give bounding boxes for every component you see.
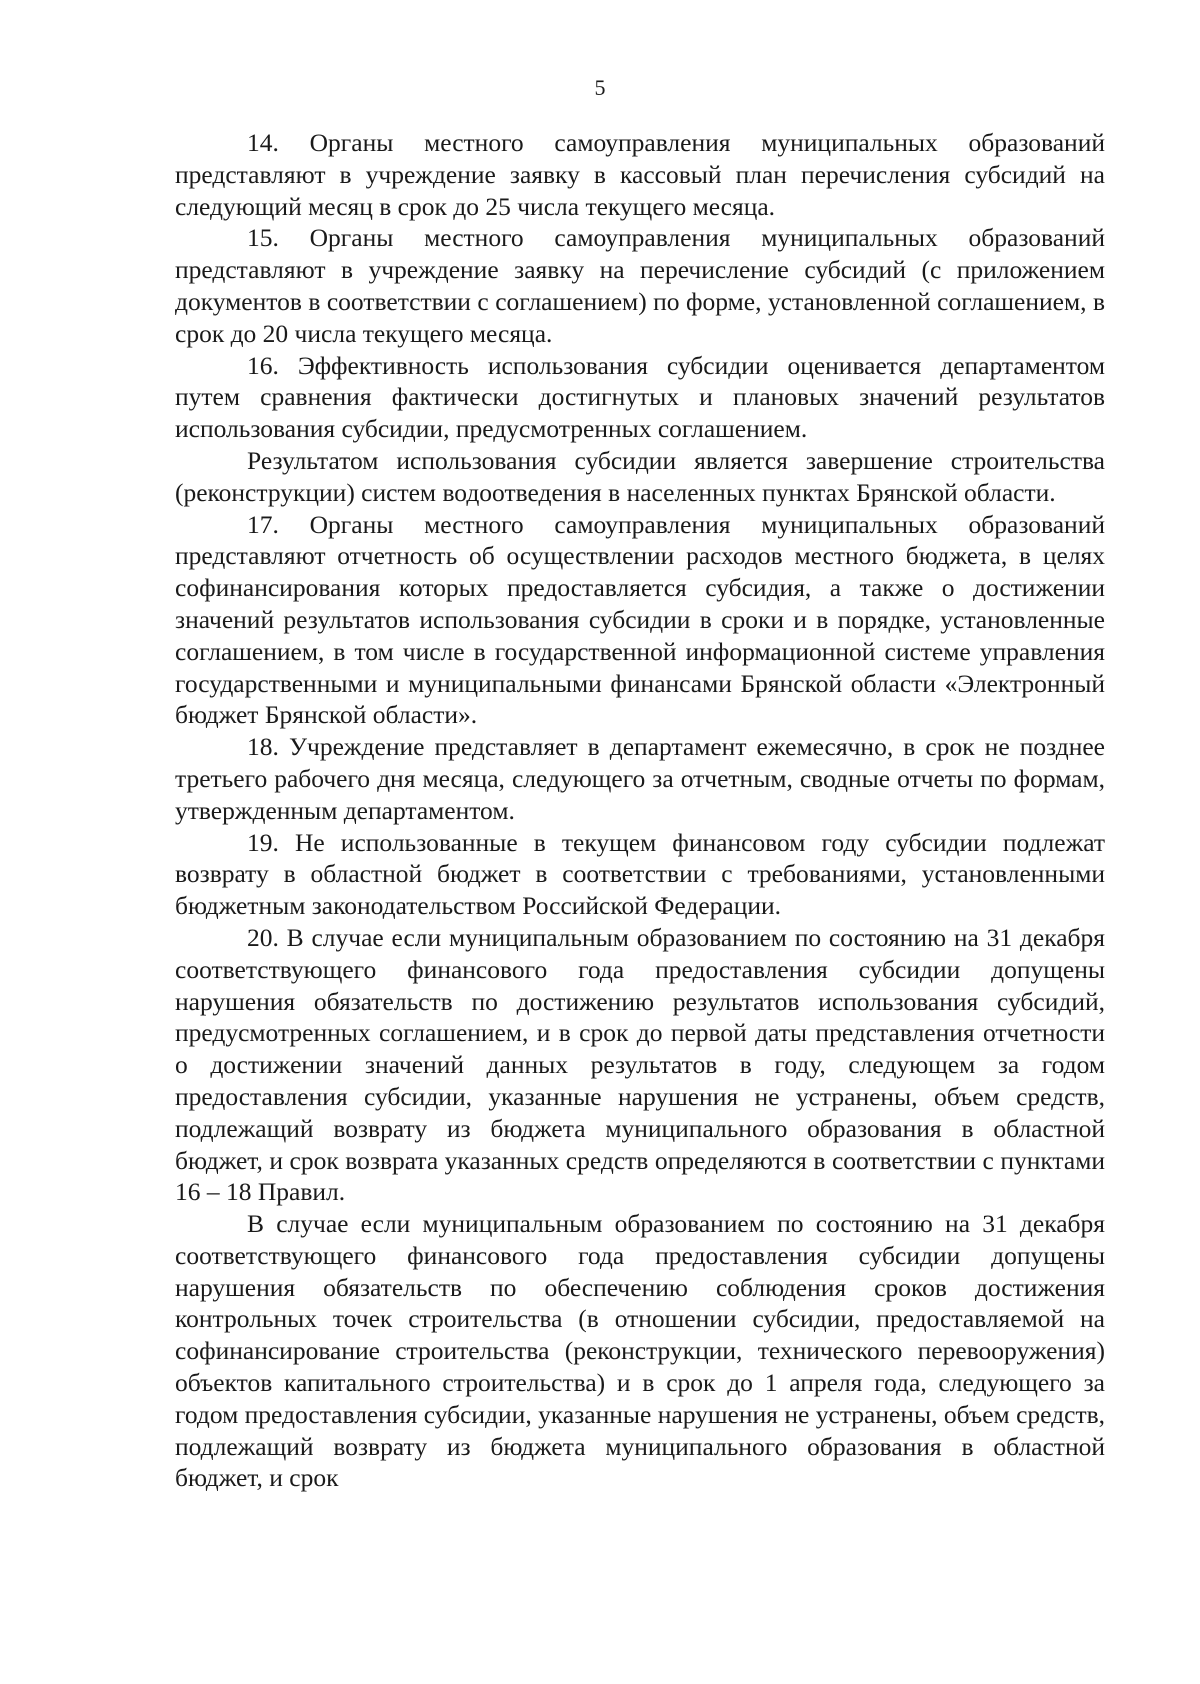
paragraph-18: 18. Учреждение представляет в департамент ежемесячно, в срок не позднее третьего рабочего дня месяца, следующего за отчетным, сводные отчеты по формам, утвержденным департаментом.: [175, 732, 1105, 825]
paragraph-19: 19. Не использованные в текущем финансовом году субсидии подлежат возврату в областной бюджет в соответствии с требованиями, установленными бюджетным законодательством Российской Федерации.: [175, 827, 1105, 921]
paragraph-16-result: Результатом использования субсидии является завершение строительства (реконструкции) систем водоотведения в населенных пунктах Брянской области.: [175, 445, 1105, 507]
paragraph-20: 20. В случае если муниципальным образованием по состоянию на 31 декабря соответствующего финансового года предоставления субсидии допущены нарушения обязательств по достижению результатов использования субсидий, предусмотренных соглашением, и в срок до первой даты представления отчетности о достижении значений данных результатов в году, следующем за годом предоставления субсидии, указанные нарушения не устранены, объем средств, подлежащий возврату из бюджета муниципального образования в областной бюджет, и срок возврата указанных средств определяются в соответствии с пунктами 16 – 18 Правил.: [175, 922, 1105, 1207]
paragraph-20-continued: В случае если муниципальным образованием по состоянию на 31 декабря соответствующего финансового года предоставления субсидии допущены нарушения обязательств по обеспечению соблюдения сроков достижения контрольных точек строительства (в отношении субсидии, предоставляемой на софинансирование строительства (реконструкции, технического перевооружения) объектов капитального строительства) и в срок до 1 апреля года, следующего за годом предоставления субсидии, указанные нарушения не устранены, объем средств, подлежащий возврату из бюджета муниципального образования в областной бюджет, и срок: [175, 1209, 1105, 1493]
paragraph-17: 17. Органы местного самоуправления муниципальных образований представляют отчетность об осуществлении расходов местного бюджета, в целях софинансирования которых предоставляется субсидия, а также о достижении значений результатов использования субсидии в сроки и в порядке, установленные соглашением, в том числе в государственной информационной системе управления государственными и муниципальными финансами Брянской области «Электронный бюджет Брянской области».: [175, 509, 1105, 730]
page-number: 5: [594, 75, 606, 100]
paragraph-14: 14. Органы местного самоуправления муниципальных образований представляют в учреждение заявку в кассовый план перечисления субсидий на следующий месяц в срок до 25 числа текущего месяца.: [175, 128, 1105, 221]
paragraph-15: 15. Органы местного самоуправления муниципальных образований представляют в учреждение заявку на перечисление субсидий (с приложением документов в соответствии с соглашением) по форме, установленной соглашением, в срок до 20 числа текущего месяца.: [175, 223, 1105, 348]
document-body: [175, 127, 1105, 1494]
paragraph-16: 16. Эффективность использования субсидии оценивается департаментом путем сравнения фактически достигнутых и плановых значений результатов использования субсидии, предусмотренных соглашением.: [175, 350, 1105, 444]
